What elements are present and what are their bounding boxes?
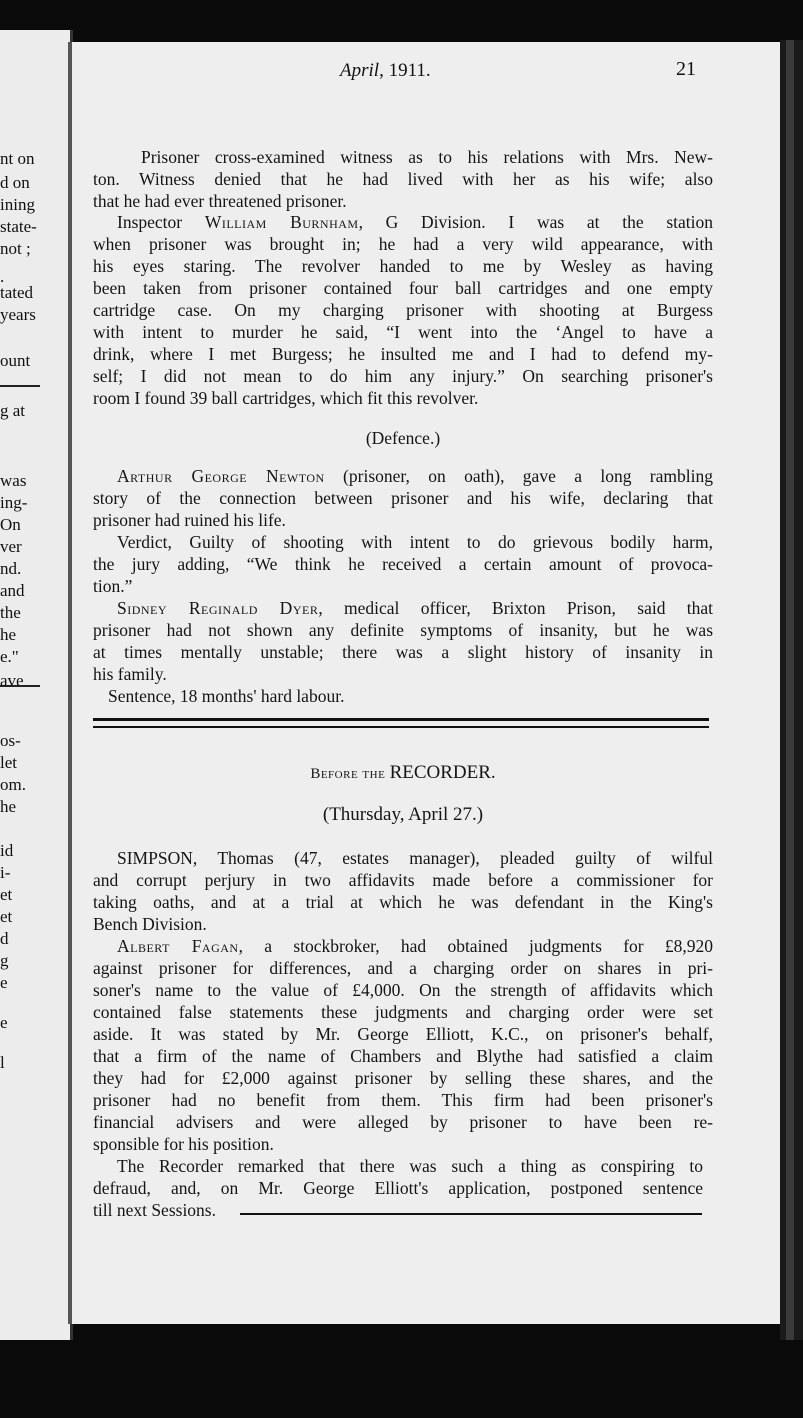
text-line: that he had ever threatened prisoner. — [93, 191, 347, 211]
adjacent-page-fragment: i- — [0, 863, 11, 882]
adjacent-page-edge — [0, 30, 73, 1340]
text-line: his eyes staring. The revolver handed to me by Wesley as having — [93, 256, 713, 276]
adjacent-page-fragment: g — [0, 951, 9, 970]
text-line: room I found 39 ball cartridges, which fit this revolver. — [93, 388, 479, 408]
witness-name: Sidney Reginald Dyer — [117, 598, 319, 618]
adjacent-page-fragment: et — [0, 885, 13, 904]
text-line: story of the connection between prisoner and his wife, declaring that — [93, 488, 713, 508]
text-line: taking oaths, and at a trial at which he was defendant in the King's — [93, 892, 713, 912]
adjacent-page-fragment: ave — [0, 671, 24, 690]
text-line: ton. Witness denied that he had lived with her as his wife; also — [93, 169, 713, 189]
adjacent-page-fragment: tated — [0, 283, 34, 302]
text-line: been taken from prisoner contained four ball cartridges and one empty — [93, 278, 713, 298]
text-line: they had for £2,000 against prisoner by selling these shares, and the — [93, 1068, 713, 1088]
text-line: defraud, and, on Mr. George Elliott's application, postponed sentence — [93, 1178, 703, 1198]
text-line: prisoner had ruined his life. — [93, 510, 286, 530]
text-line: prisoner had not shown any definite symptoms of insanity, but he was — [93, 620, 713, 640]
text-line: and corrupt perjury in two affidavits made before a commissioner for — [93, 870, 713, 890]
witness-name: Albert Fagan — [117, 936, 239, 956]
adjacent-page-fragment: ing- — [0, 493, 28, 512]
text-line: Albert Fagan, a stockbroker, had obtained judgments for £8,920 — [117, 936, 714, 956]
text-line: financial advisers and were alleged by prisoner to have been re- — [93, 1112, 713, 1132]
text-line: his family. — [93, 664, 167, 684]
session-date: (Thursday, April 27.) — [322, 804, 484, 825]
section-subheading: (Defence.) — [365, 428, 441, 448]
text-line: with intent to murder he said, “I went into the ‘Angel to have a — [93, 322, 713, 342]
adjacent-page-fragment: os- — [0, 731, 21, 750]
text-line: SIMPSON, Thomas (47, estates manager), pleaded guilty of wilful — [117, 848, 713, 868]
adjacent-page-fragment: he — [0, 797, 17, 816]
text-line: Sidney Reginald Dyer, medical officer, Brixton Prison, said that — [117, 598, 714, 618]
adjacent-page-fragment: state- — [0, 217, 37, 236]
adjacent-page-fragment: ount — [0, 351, 31, 370]
adjacent-page-fragment: On — [0, 515, 21, 534]
adjacent-page-fragment: years — [0, 305, 36, 324]
adjacent-page-fragment: e." — [0, 647, 19, 666]
section-heading: Before the RECORDER. — [310, 762, 496, 783]
text-line: cartridge case. On my charging prisoner with shooting at Burgess — [93, 300, 713, 320]
text-line: aside. It was stated by Mr. George Elliott, K.C., on prisoner's behalf, — [93, 1024, 713, 1044]
text-line: Bench Division. — [93, 914, 207, 934]
text-line: till next Sessions. — [93, 1200, 216, 1220]
adjacent-page-fragment: e — [0, 973, 8, 992]
adjacent-page-fragment: he — [0, 625, 17, 644]
text-line: that a firm of the name of Chambers and Blythe had satisfied a claim — [93, 1046, 713, 1066]
adjacent-page-fragment: id — [0, 841, 14, 860]
page-number: 21 — [676, 58, 696, 80]
text-line: tion.” — [93, 576, 133, 596]
text-line: Sentence, 18 months' hard labour. — [108, 686, 345, 706]
text-line: when prisoner was brought in; he had a very wild appearance, with — [93, 234, 713, 254]
text-line: The Recorder remarked that there was such a thing as conspiring to — [117, 1156, 703, 1176]
section-divider — [93, 718, 709, 728]
text-line: sponsible for his position. — [93, 1134, 274, 1154]
adjacent-page-fragment: ver — [0, 537, 22, 556]
adjacent-page-fragment: . — [0, 267, 5, 286]
adjacent-page-fragment: and — [0, 581, 25, 600]
text-line: Verdict, Guilty of shooting with intent to do grievous bodily harm, — [117, 532, 713, 552]
adjacent-page-fragment: nt on — [0, 149, 35, 168]
adjacent-page-fragment: om. — [0, 775, 26, 794]
text-line: Inspector William Burnham, G Division. I was at the station — [117, 212, 713, 232]
adjacent-page-rule — [0, 685, 40, 687]
adjacent-page-fragment: d on — [0, 173, 30, 192]
adjacent-page-fragment: ining — [0, 195, 35, 214]
adjacent-page-fragment: l — [0, 1053, 5, 1072]
text-line: at times mentally unstable; there was a slight history of insanity in — [93, 642, 713, 662]
adjacent-page-fragment: e — [0, 1013, 8, 1032]
adjacent-page-fragment: the — [0, 603, 21, 622]
text-line: the jury adding, “We think he received a certain amount of provoca- — [93, 554, 713, 574]
adjacent-page-rule — [0, 385, 40, 387]
adjacent-page-fragment: was — [0, 471, 27, 490]
adjacent-page-fragment: g at — [0, 401, 26, 420]
running-head: April, 1911. — [340, 60, 431, 81]
text-line: drink, where I met Burgess; he insulted me and I had to defend my- — [93, 344, 713, 364]
adjacent-page-fragment: d — [0, 929, 9, 948]
text-line: contained false statements these judgments and charging order were set — [93, 1002, 713, 1022]
text-line: self; I did not mean to do him any injury.” On searching prisoner's — [93, 366, 713, 386]
end-rule — [240, 1213, 702, 1215]
adjacent-page-fragment: nd. — [0, 559, 22, 578]
adjacent-page-fragment: not ; — [0, 239, 31, 258]
page-binding-edge — [780, 40, 803, 1340]
text-line: soner's name to the value of £4,000. On the strength of affidavits which — [93, 980, 713, 1000]
text-line: prisoner had no benefit from them. This firm had been prisoner's — [93, 1090, 713, 1110]
text-line: Prisoner cross-examined witness as to his relations with Mrs. New- — [141, 147, 713, 167]
witness-name: Arthur George Newton — [117, 466, 325, 486]
adjacent-page-fragment: et — [0, 907, 13, 926]
text-line: Arthur George Newton (prisoner, on oath), gave a long rambling — [117, 466, 713, 486]
witness-name: William Burnham — [204, 212, 359, 232]
text-line: against prisoner for differences, and a charging order on shares in pri- — [93, 958, 713, 978]
adjacent-page-fragment: let — [0, 753, 17, 772]
